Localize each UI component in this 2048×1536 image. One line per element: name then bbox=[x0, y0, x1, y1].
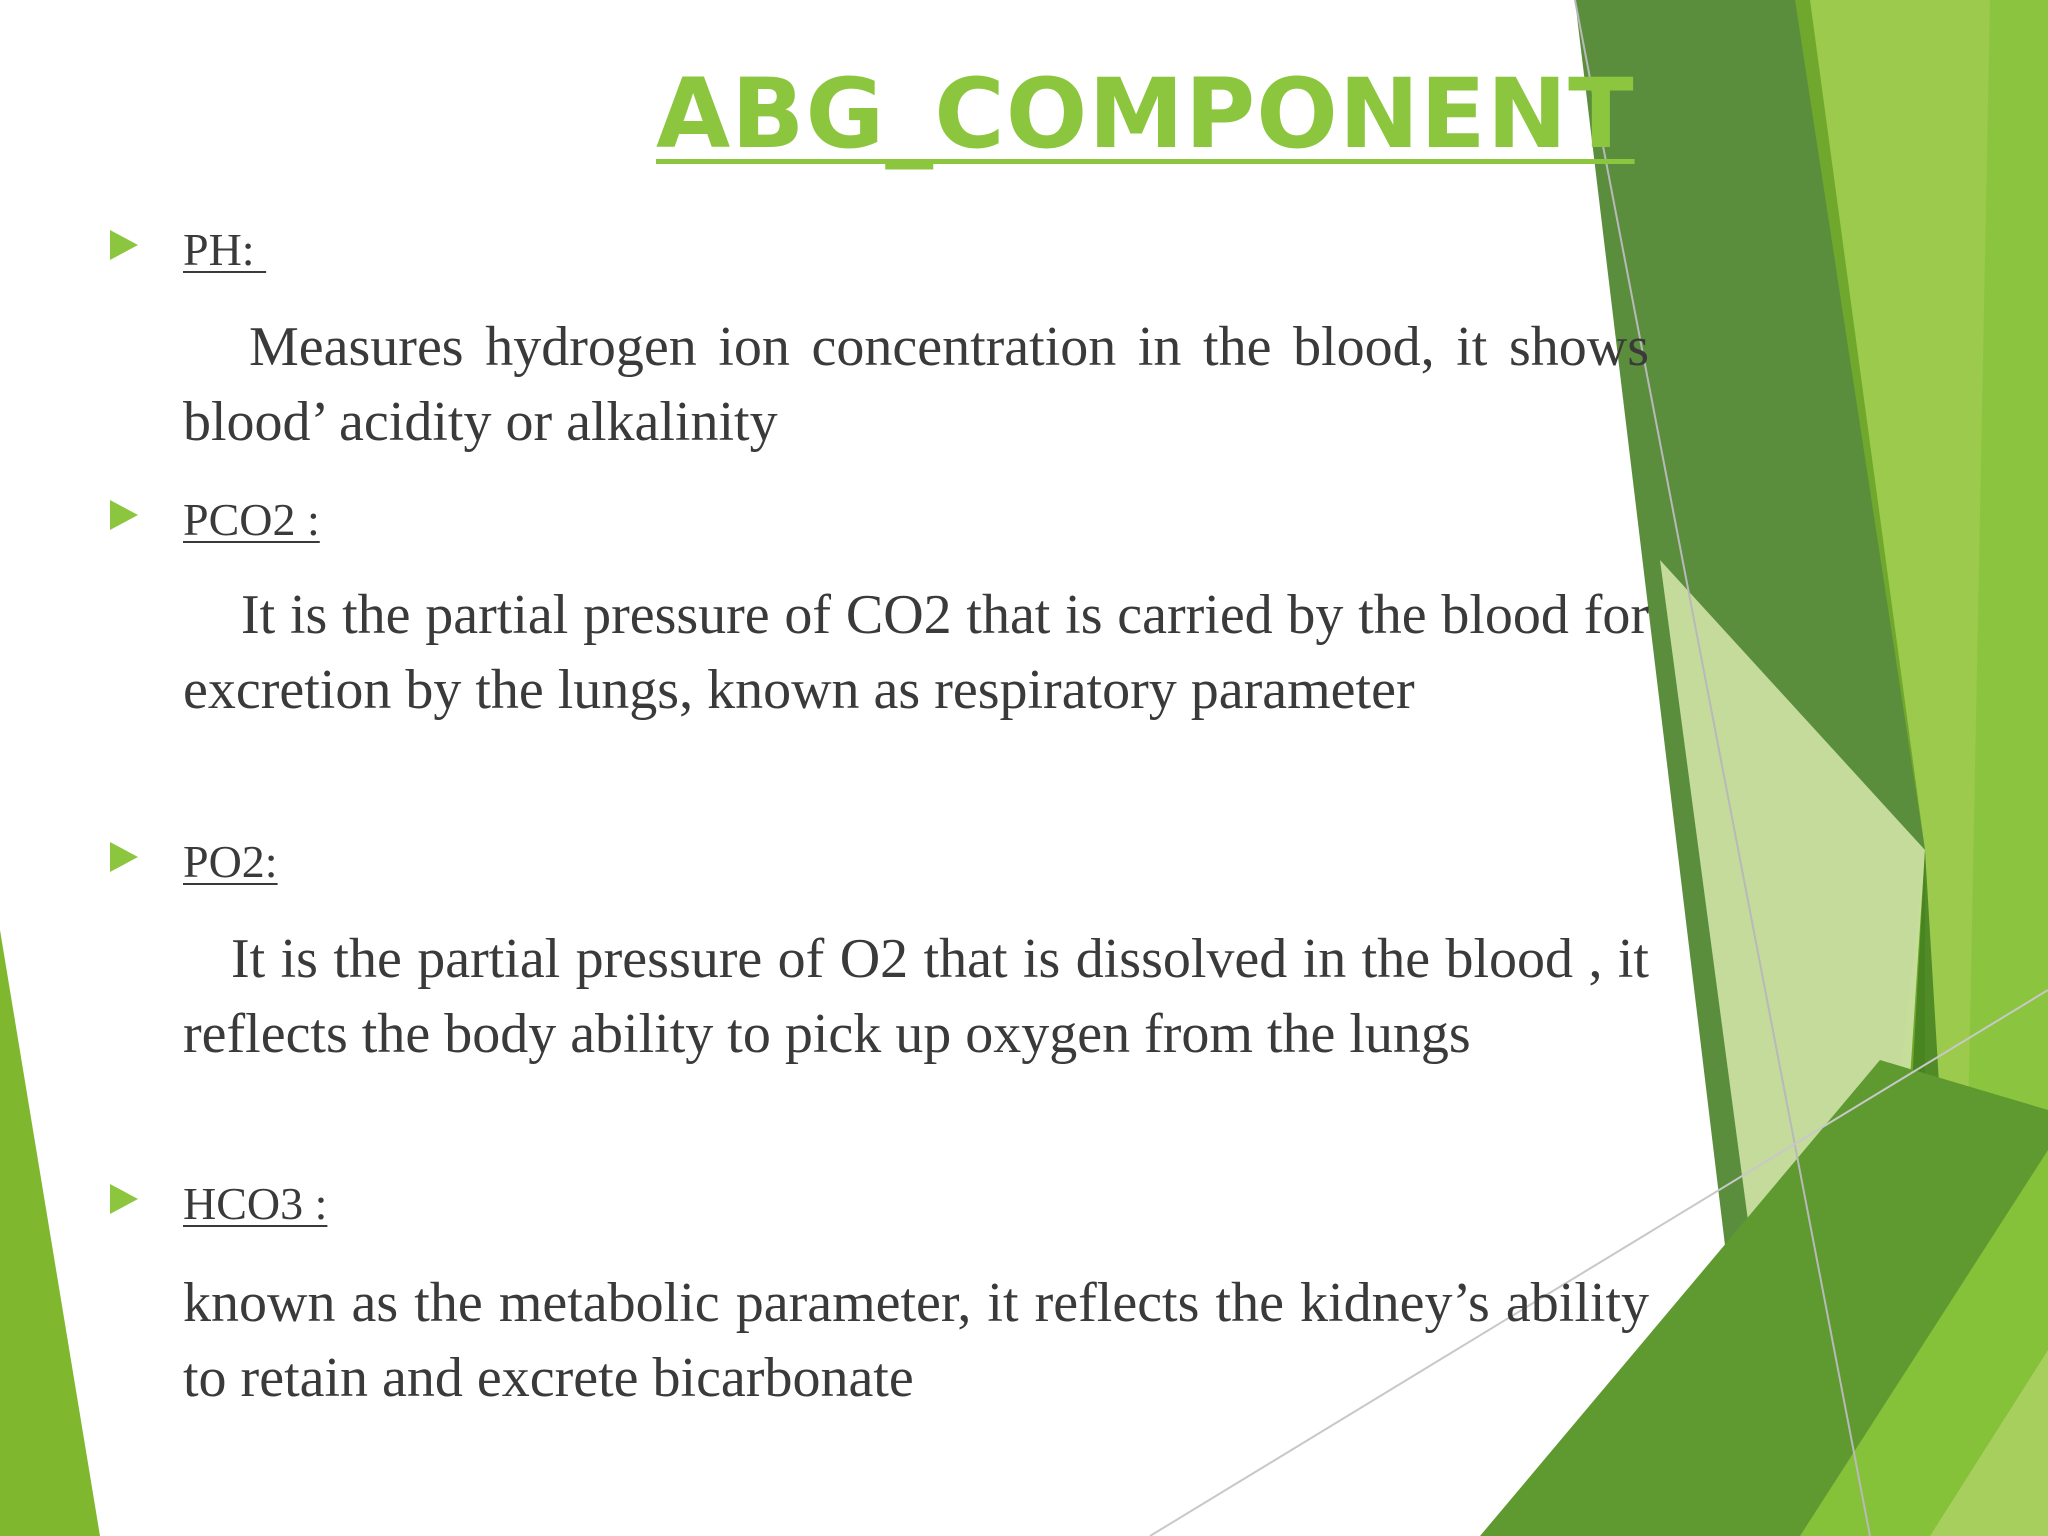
item-label-pco2: PCO2 : bbox=[183, 494, 320, 545]
item-description-ph: Measures hydrogen ion concentration in the blood, it shows blood’ acidity or alkalinity bbox=[183, 316, 1649, 453]
item-description-pco2: It is the partial pressure of CO2 that is carried by the blood for excretion by the lungs, known as respiratory parameter bbox=[183, 584, 1649, 721]
triangle-bullet-icon bbox=[110, 230, 138, 260]
item-description-po2: It is the partial pressure of O2 that is dissolved in the blood , it reflects the body ability to pick up oxygen from the lungs bbox=[183, 928, 1649, 1065]
triangle-bullet-icon bbox=[110, 842, 138, 872]
item-label-po2: PO2: bbox=[183, 836, 278, 887]
triangle-bullet-icon bbox=[110, 1184, 138, 1214]
item-label-ph: PH: bbox=[183, 224, 267, 275]
item-description-hco3: known as the metabolic parameter, it reflects the kidney’s ability to retain and excrete bicarbonate bbox=[183, 1272, 1649, 1409]
item-label-hco3: HCO3 : bbox=[183, 1178, 328, 1229]
triangle-bullet-icon bbox=[110, 500, 138, 530]
slide-title: ABG_COMPONENT bbox=[656, 58, 1635, 170]
left-green-sliver bbox=[0, 930, 100, 1536]
